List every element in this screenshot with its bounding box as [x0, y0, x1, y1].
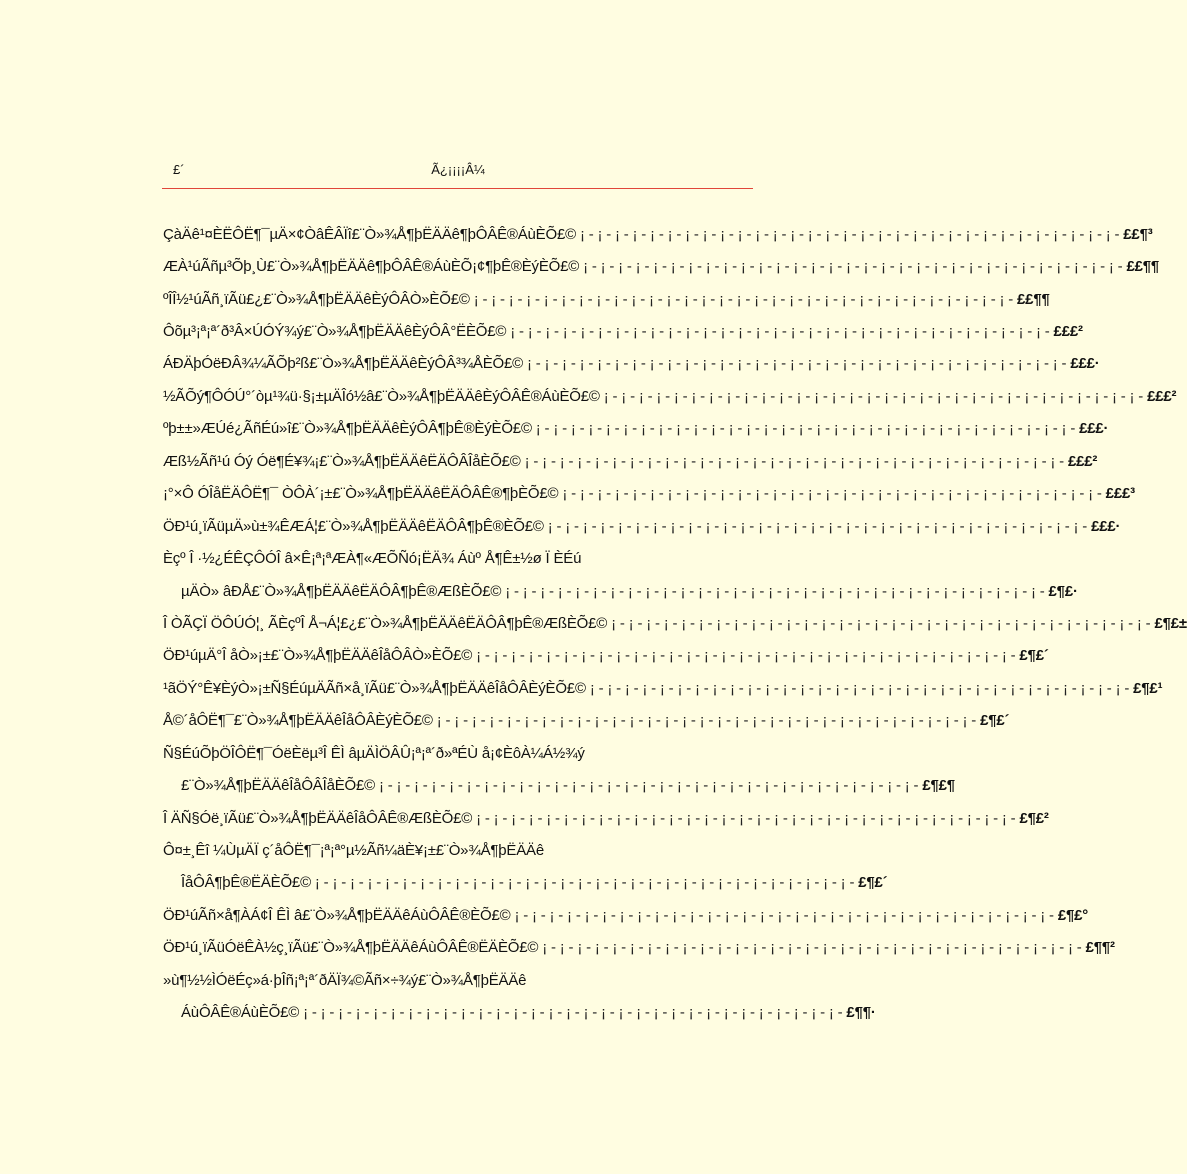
- toc-entry-title: ÖÐ¹úÃñ×å¶ÀÁ¢Î ÊÌ â£¨Ò»¾Å¶þËÄÄêÁùÔÂÊ®ÈÕ£©: [163, 906, 511, 924]
- toc-page-number: £££·: [1079, 420, 1109, 438]
- toc-page-number: £££·: [1091, 517, 1121, 535]
- toc-page-number: £¶£´: [1019, 647, 1049, 665]
- toc-entry: [163, 964, 753, 996]
- toc-page-number: £¶£´: [980, 712, 1010, 730]
- toc-leader-dots: ¡ - ¡ - ¡ - ¡ - ¡ - ¡ - ¡ - ¡ - ¡ - ¡ - ¡ - ¡ - ¡ - ¡ - ¡ - ¡ - ¡ - ¡ - ¡ - ¡ - ¡ - ¡ - ¡ - ¡ - ¡ - ¡ - ¡ - ¡ - ¡ - ¡ - ¡ -: [524, 452, 1064, 470]
- toc-entry-title: ºþ±±»ÆÚé¿ÃñÉú»î£¨Ò»¾Å¶þËÄÄêÈýÔÂ¶þÊ®ÈýÈÕ£©: [163, 420, 532, 438]
- toc-entry-title: £¨Ò»¾Å¶þËÄÄêÎåÔÂÎåÈÕ£©: [181, 777, 375, 795]
- header-rule: [162, 188, 753, 189]
- running-header: [163, 162, 753, 182]
- toc-page-number: £¶£±: [1154, 614, 1187, 632]
- toc-entry-title: Èçº Î ·½¿ÉÊÇÔÓÎ â×Ê¡ª¡ªÆÀ¶«ÆÕÑó¡ËÄ¾ Áùº Å¶Ê±½ø Ï ÈÉú: [163, 550, 582, 568]
- toc-page-number: £¶£·: [1048, 582, 1078, 600]
- toc-entry-title: Æß½Ãñ¹ú Óý Óë¶É¥¾¡£¨Ò»¾Å¶þËÄÄêËÄÔÂÎåÈÕ£©: [163, 452, 521, 470]
- toc-entry: [163, 769, 955, 801]
- toc-leader-dots: ¡ - ¡ - ¡ - ¡ - ¡ - ¡ - ¡ - ¡ - ¡ - ¡ - ¡ - ¡ - ¡ - ¡ - ¡ - ¡ - ¡ - ¡ - ¡ - ¡ - ¡ - ¡ - ¡ - ¡ - ¡ - ¡ - ¡ - ¡ - ¡ - ¡ - ¡ -: [505, 582, 1045, 600]
- toc-page-number: £££²: [1067, 452, 1098, 470]
- toc-entry-title: ÇàÄê¹¤ÈËÔË¶¯µÄ×¢ÒâÊÂÏî£¨Ò»¾Å¶þËÄÄê¶þÔÂÊ®ÁùÈÕ£©: [163, 225, 576, 243]
- toc-leader-dots: ¡ - ¡ - ¡ - ¡ - ¡ - ¡ - ¡ - ¡ - ¡ - ¡ - ¡ - ¡ - ¡ - ¡ - ¡ - ¡ - ¡ - ¡ - ¡ - ¡ - ¡ - ¡ - ¡ - ¡ - ¡ - ¡ - ¡ - ¡ - ¡ - ¡ - ¡ -: [611, 614, 1151, 632]
- toc-leader-dots: ¡ - ¡ - ¡ - ¡ - ¡ - ¡ - ¡ - ¡ - ¡ - ¡ - ¡ - ¡ - ¡ - ¡ - ¡ - ¡ - ¡ - ¡ - ¡ - ¡ - ¡ - ¡ - ¡ - ¡ - ¡ - ¡ - ¡ - ¡ - ¡ - ¡ - ¡ -: [476, 809, 1016, 827]
- toc-leader-dots: ¡ - ¡ - ¡ - ¡ - ¡ - ¡ - ¡ - ¡ - ¡ - ¡ - ¡ - ¡ - ¡ - ¡ - ¡ - ¡ - ¡ - ¡ - ¡ - ¡ - ¡ - ¡ - ¡ - ¡ - ¡ - ¡ - ¡ - ¡ - ¡ - ¡ - ¡ -: [547, 517, 1088, 535]
- toc-entry-title: ÁùÔÂÊ®ÁùÈÕ£©: [181, 1004, 300, 1022]
- toc-leader-dots: ¡ - ¡ - ¡ - ¡ - ¡ - ¡ - ¡ - ¡ - ¡ - ¡ - ¡ - ¡ - ¡ - ¡ - ¡ - ¡ - ¡ - ¡ - ¡ - ¡ - ¡ - ¡ - ¡ - ¡ - ¡ - ¡ - ¡ - ¡ - ¡ - ¡ - ¡ -: [436, 712, 977, 730]
- toc-leader-dots: ¡ - ¡ - ¡ - ¡ - ¡ - ¡ - ¡ - ¡ - ¡ - ¡ - ¡ - ¡ - ¡ - ¡ - ¡ - ¡ - ¡ - ¡ - ¡ - ¡ - ¡ - ¡ - ¡ - ¡ - ¡ - ¡ - ¡ - ¡ - ¡ - ¡ - ¡ -: [476, 647, 1016, 665]
- toc-entry: [163, 478, 1135, 510]
- toc-page-number: £¶£¶: [922, 777, 955, 795]
- toc-leader-dots: ¡ - ¡ - ¡ - ¡ - ¡ - ¡ - ¡ - ¡ - ¡ - ¡ - ¡ - ¡ - ¡ - ¡ - ¡ - ¡ - ¡ - ¡ - ¡ - ¡ - ¡ - ¡ - ¡ - ¡ - ¡ - ¡ - ¡ - ¡ - ¡ - ¡ - ¡ -: [303, 1004, 843, 1022]
- toc-page-number: £¶£°: [1057, 906, 1089, 924]
- toc-page-number: £¶£´: [858, 874, 888, 892]
- toc-entry: [163, 737, 753, 769]
- toc-entry-title: ¹ãÖÝ°Ê¥ÈýÒ»¡±Ñ§ÉúµÄÃñ×å¸ïÃü£¨Ò»¾Å¶þËÄÄêÎåÔÂÈýÈÕ£©: [163, 679, 586, 697]
- toc-page-number: ££¶³: [1123, 225, 1153, 243]
- toc-page-number: £££·: [1070, 355, 1100, 373]
- toc-page-number: ££¶¶: [1126, 258, 1160, 276]
- toc-entry: [163, 672, 1163, 704]
- header-title: Ã¿¡¡¡¡Â¼: [431, 162, 485, 177]
- toc-entry-title: ÖÐ¹ú¸ïÃüÓëÊÀ½ç¸ïÃü£¨Ò»¾Å¶þËÄÄêÁùÔÂÊ®ËÄÈÕ£©: [163, 939, 539, 957]
- toc-entry-title: Ô¤±¸Êî ¼ÙµÄÏ ç´åÔË¶¯¡ª¡ª°µ½Ãñ¼äÈ¥¡±£¨Ò»¾Å¶þËÄÄê: [163, 842, 544, 860]
- toc-entry-title: ÁÐÄþÓëÐÂ¾¼ÃÕþ²ß£¨Ò»¾Å¶þËÄÄêÈýÔÂ³¾ÅÈÕ£©: [163, 355, 523, 373]
- toc-entry-title: Ñ§ÉúÕþÖÎÔË¶¯ÓëÈëµ³Î ÊÌ âµÄÌÖÂÛ¡ª¡ª´ð»ªÉÙ å¡¢ÈôÀ¼Á½¾ý: [163, 744, 585, 762]
- toc-leader-dots: ¡ - ¡ - ¡ - ¡ - ¡ - ¡ - ¡ - ¡ - ¡ - ¡ - ¡ - ¡ - ¡ - ¡ - ¡ - ¡ - ¡ - ¡ - ¡ - ¡ - ¡ - ¡ - ¡ - ¡ - ¡ - ¡ - ¡ - ¡ - ¡ - ¡ - ¡ -: [589, 679, 1130, 697]
- toc-entry: [163, 542, 753, 574]
- toc-entry-title: ÎåÔÂ¶þÊ®ËÄÈÕ£©: [181, 874, 311, 892]
- toc-entry: [163, 380, 1177, 412]
- toc-entry-title: µÄÒ» âÐÅ£¨Ò»¾Å¶þËÄÄêËÄÔÂ¶þÊ®ÆßÈÕ£©: [181, 582, 502, 600]
- toc-entry: [163, 250, 1160, 282]
- toc-entry-title: ¡°×Ô ÓÎåËÄÔË¶¯ ÒÔÀ´¡±£¨Ò»¾Å¶þËÄÄêËÄÔÂÊ®¶þÈÕ£©: [163, 485, 559, 503]
- toc-entry: [163, 834, 753, 866]
- toc-entry: [163, 705, 1010, 737]
- toc-entry-title: ½ÃÕý¶ÔÓÚ°´òµ¹¾ü·§¡±µÄÎó½â£¨Ò»¾Å¶þËÄÄêÈýÔÂÊ®ÁùÈÕ£©: [163, 387, 600, 405]
- toc-entry: [163, 315, 1083, 347]
- toc-entry: [163, 932, 1115, 964]
- toc-entry: [163, 867, 888, 899]
- toc-page-number: £¶£¹: [1133, 679, 1163, 697]
- toc-leader-dots: ¡ - ¡ - ¡ - ¡ - ¡ - ¡ - ¡ - ¡ - ¡ - ¡ - ¡ - ¡ - ¡ - ¡ - ¡ - ¡ - ¡ - ¡ - ¡ - ¡ - ¡ - ¡ - ¡ - ¡ - ¡ - ¡ - ¡ - ¡ - ¡ - ¡ - ¡ -: [603, 387, 1144, 405]
- toc-page-number: £¶¶²: [1085, 939, 1115, 957]
- toc-leader-dots: ¡ - ¡ - ¡ - ¡ - ¡ - ¡ - ¡ - ¡ - ¡ - ¡ - ¡ - ¡ - ¡ - ¡ - ¡ - ¡ - ¡ - ¡ - ¡ - ¡ - ¡ - ¡ - ¡ - ¡ - ¡ - ¡ - ¡ - ¡ - ¡ - ¡ - ¡ -: [527, 355, 1067, 373]
- toc-entry: [163, 510, 1121, 542]
- toc-entry: [163, 445, 1098, 477]
- toc-leader-dots: ¡ - ¡ - ¡ - ¡ - ¡ - ¡ - ¡ - ¡ - ¡ - ¡ - ¡ - ¡ - ¡ - ¡ - ¡ - ¡ - ¡ - ¡ - ¡ - ¡ - ¡ - ¡ - ¡ - ¡ - ¡ - ¡ - ¡ - ¡ - ¡ - ¡ - ¡ -: [510, 323, 1050, 341]
- toc-entry-title: Ôõµ³¡ª¡ª´ð³Â×ÚÓÝ¾ý£¨Ò»¾Å¶þËÄÄêÈýÔÂ°ËÈÕ£©: [163, 323, 507, 341]
- toc-page-number: £££²: [1147, 387, 1177, 405]
- toc-entry-title: Î ÒÃÇÏ ÖÔÚÓ¦¸ ÃÈçºÎ Å¬Á¦£¿£¨Ò»¾Å¶þËÄÄêËÄÔÂ¶þÊ®ÆßÈÕ£©: [163, 614, 608, 632]
- toc-page-number: £££²: [1053, 323, 1083, 341]
- toc-entry: [163, 997, 876, 1029]
- toc-entry-title: ÆÀ¹úÃñµ³Õþ¸Ù£¨Ò»¾Å¶þËÄÄê¶þÔÂÊ®ÁùÈÕ¡¢¶þÊ®ÈýÈÕ£©: [163, 258, 580, 276]
- header-page-number: £´: [173, 162, 185, 177]
- toc-entry-title: ÖÐ¹úµÄ°Î åÒ»¡±£¨Ò»¾Å¶þËÄÄêÎåÔÂÒ»ÈÕ£©: [163, 647, 473, 665]
- toc-entry-title: ºÎÎ½¹úÃñ¸ïÃü£¿£¨Ò»¾Å¶þËÄÄêÈýÔÂÒ»ÈÕ£©: [163, 290, 470, 308]
- toc-leader-dots: ¡ - ¡ - ¡ - ¡ - ¡ - ¡ - ¡ - ¡ - ¡ - ¡ - ¡ - ¡ - ¡ - ¡ - ¡ - ¡ - ¡ - ¡ - ¡ - ¡ - ¡ - ¡ - ¡ - ¡ - ¡ - ¡ - ¡ - ¡ - ¡ - ¡ - ¡ -: [473, 290, 1014, 308]
- toc-entry: [163, 802, 1049, 834]
- toc-entry-title: Î ÄÑ§Óë¸ïÃü£¨Ò»¾Å¶þËÄÄêÎåÔÂÊ®ÆßÈÕ£©: [163, 809, 473, 827]
- toc-leader-dots: ¡ - ¡ - ¡ - ¡ - ¡ - ¡ - ¡ - ¡ - ¡ - ¡ - ¡ - ¡ - ¡ - ¡ - ¡ - ¡ - ¡ - ¡ - ¡ - ¡ - ¡ - ¡ - ¡ - ¡ - ¡ - ¡ - ¡ - ¡ - ¡ - ¡ - ¡ -: [514, 906, 1054, 924]
- toc-page-number: £¶£²: [1019, 809, 1049, 827]
- toc-leader-dots: ¡ - ¡ - ¡ - ¡ - ¡ - ¡ - ¡ - ¡ - ¡ - ¡ - ¡ - ¡ - ¡ - ¡ - ¡ - ¡ - ¡ - ¡ - ¡ - ¡ - ¡ - ¡ - ¡ - ¡ - ¡ - ¡ - ¡ - ¡ - ¡ - ¡ - ¡ -: [562, 485, 1102, 503]
- toc-leader-dots: ¡ - ¡ - ¡ - ¡ - ¡ - ¡ - ¡ - ¡ - ¡ - ¡ - ¡ - ¡ - ¡ - ¡ - ¡ - ¡ - ¡ - ¡ - ¡ - ¡ - ¡ - ¡ - ¡ - ¡ - ¡ - ¡ - ¡ - ¡ - ¡ - ¡ - ¡ -: [535, 420, 1076, 438]
- toc-entry: [163, 640, 1049, 672]
- table-of-contents: [163, 218, 1187, 1029]
- toc-entry: [163, 348, 1100, 380]
- toc-entry-title: ÖÐ¹ú¸ïÃüµÄ»ù±¾ÊÆÁ¦£¨Ò»¾Å¶þËÄÄêËÄÔÂ¶þÊ®ÈÕ£©: [163, 517, 544, 535]
- toc-entry: [163, 899, 1089, 931]
- toc-leader-dots: ¡ - ¡ - ¡ - ¡ - ¡ - ¡ - ¡ - ¡ - ¡ - ¡ - ¡ - ¡ - ¡ - ¡ - ¡ - ¡ - ¡ - ¡ - ¡ - ¡ - ¡ - ¡ - ¡ - ¡ - ¡ - ¡ - ¡ - ¡ - ¡ - ¡ - ¡ -: [314, 874, 855, 892]
- toc-leader-dots: ¡ - ¡ - ¡ - ¡ - ¡ - ¡ - ¡ - ¡ - ¡ - ¡ - ¡ - ¡ - ¡ - ¡ - ¡ - ¡ - ¡ - ¡ - ¡ - ¡ - ¡ - ¡ - ¡ - ¡ - ¡ - ¡ - ¡ - ¡ - ¡ - ¡ - ¡ -: [542, 939, 1082, 957]
- toc-entry: [163, 283, 1050, 315]
- toc-page-number: £¶¶·: [846, 1004, 876, 1022]
- toc-entry-title: Å©´åÔË¶¯£¨Ò»¾Å¶þËÄÄêÎåÔÂÈýÈÕ£©: [163, 712, 433, 730]
- toc-entry-title: »ù¶½½ÌÓëÉç»á·þÎñ¡ª¡ª´ðÄÏ¾©Ãñ×÷¾ý£¨Ò»¾Å¶þËÄÄê: [163, 971, 527, 989]
- toc-page-number: £££³: [1105, 485, 1135, 503]
- toc-leader-dots: ¡ - ¡ - ¡ - ¡ - ¡ - ¡ - ¡ - ¡ - ¡ - ¡ - ¡ - ¡ - ¡ - ¡ - ¡ - ¡ - ¡ - ¡ - ¡ - ¡ - ¡ - ¡ - ¡ - ¡ - ¡ - ¡ - ¡ - ¡ - ¡ - ¡ - ¡ -: [583, 258, 1123, 276]
- toc-entry: [163, 575, 1078, 607]
- toc-leader-dots: ¡ - ¡ - ¡ - ¡ - ¡ - ¡ - ¡ - ¡ - ¡ - ¡ - ¡ - ¡ - ¡ - ¡ - ¡ - ¡ - ¡ - ¡ - ¡ - ¡ - ¡ - ¡ - ¡ - ¡ - ¡ - ¡ - ¡ - ¡ - ¡ - ¡ - ¡ -: [579, 225, 1120, 243]
- toc-leader-dots: ¡ - ¡ - ¡ - ¡ - ¡ - ¡ - ¡ - ¡ - ¡ - ¡ - ¡ - ¡ - ¡ - ¡ - ¡ - ¡ - ¡ - ¡ - ¡ - ¡ - ¡ - ¡ - ¡ - ¡ - ¡ - ¡ - ¡ - ¡ - ¡ - ¡ - ¡ -: [378, 777, 919, 795]
- toc-entry: [163, 218, 1153, 250]
- toc-page-number: ££¶¶: [1017, 290, 1050, 308]
- toc-entry: [163, 413, 1109, 445]
- toc-entry: [163, 607, 1187, 639]
